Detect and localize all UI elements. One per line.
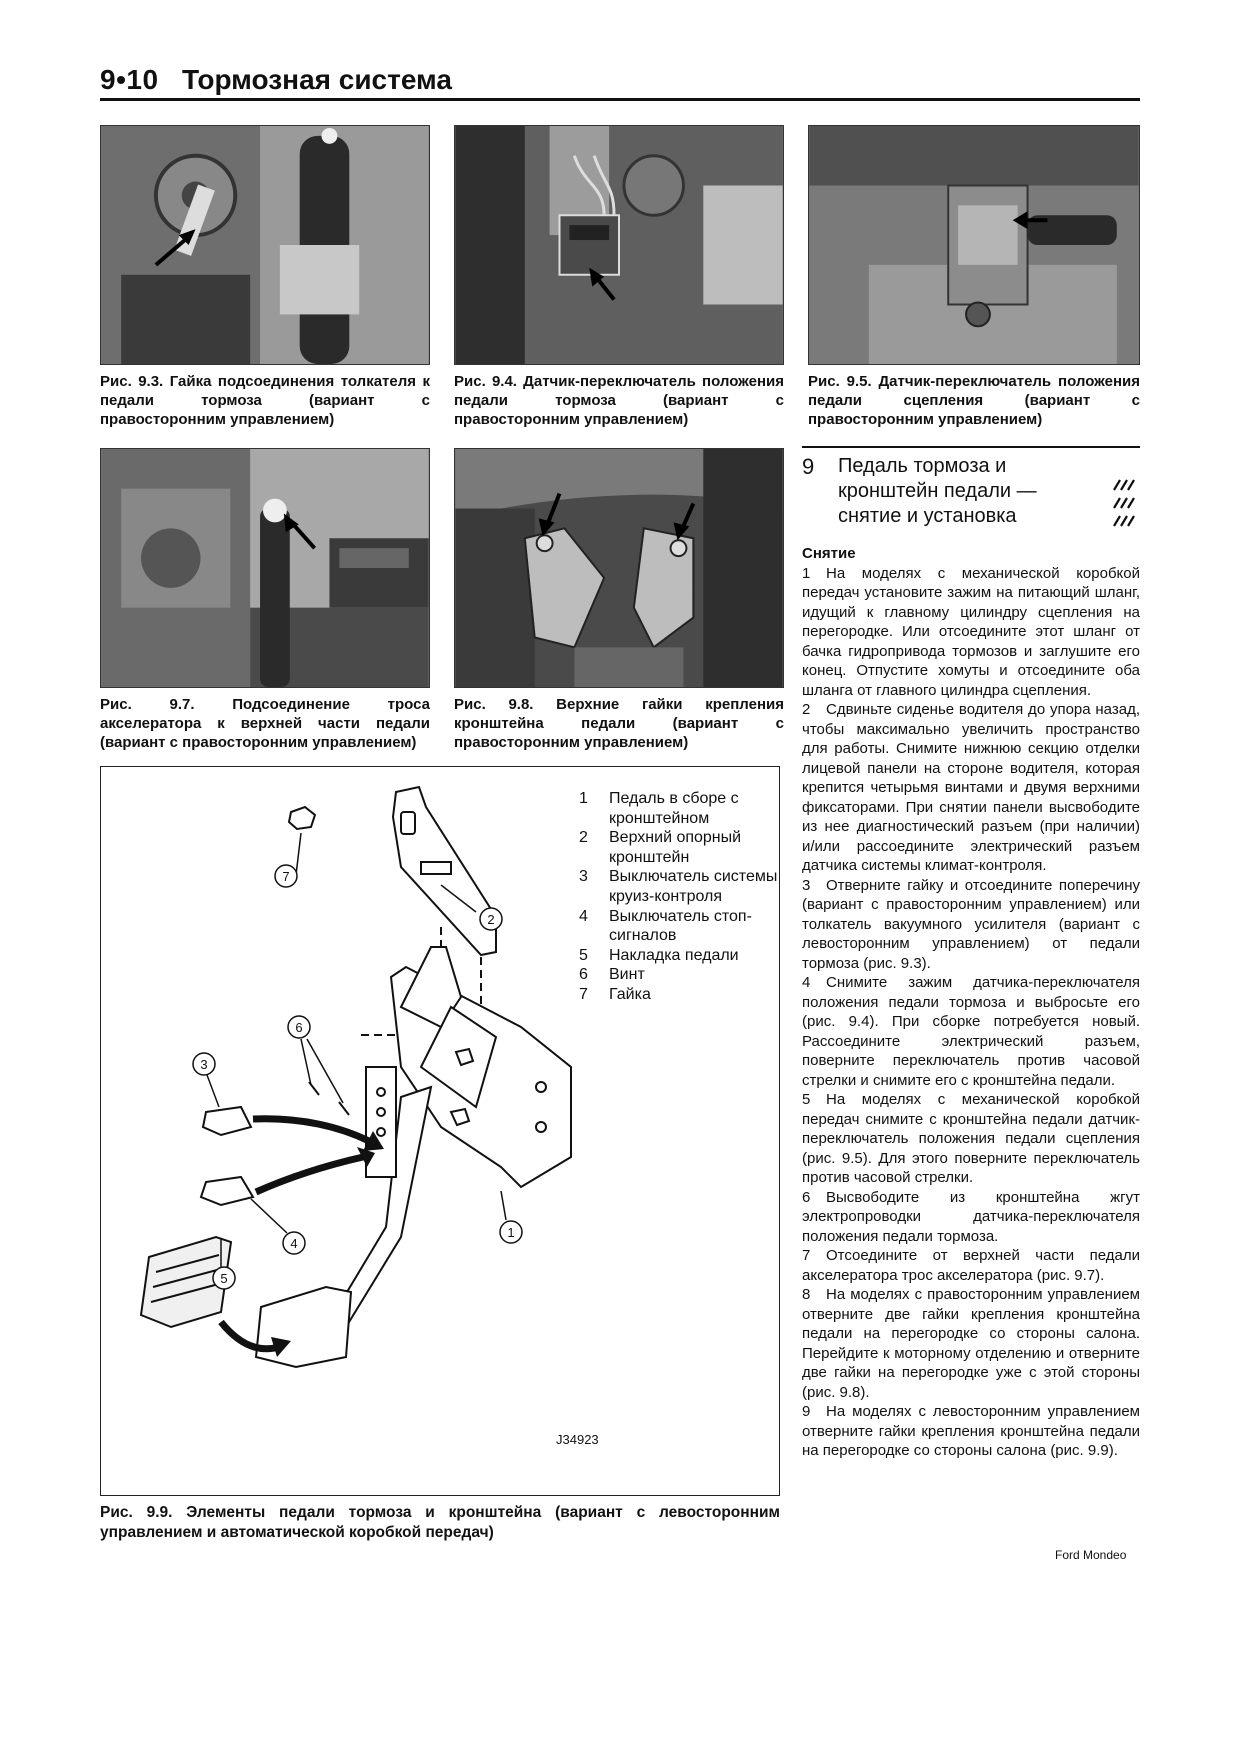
caption-fig-9-4: Рис. 9.4. Датчик-переключатель положения педали тормоза (вариант с правосторонним управлением) (454, 373, 784, 428)
legend-item: 3 Выключатель системы круиз-контроля (579, 868, 778, 905)
callout-label-5: 5 (220, 1271, 228, 1286)
legend-item: 1 Педаль в сборе с кронштейном (579, 790, 739, 827)
page-footer: Ford Mondeo (1055, 1548, 1127, 1562)
photo-fig-9-3 (100, 125, 430, 365)
section-title: Педаль тормоза и кронштейн педали — снятие и установка (838, 455, 1037, 527)
caption-fig-9-3: Рис. 9.3. Гайка подсоединения толкателя к педали тормоза (вариант с правосторонним управлением) (100, 373, 430, 428)
photo-fig-9-7-image (101, 449, 429, 687)
photo-fig-9-7 (100, 448, 430, 688)
legend-item: 2 Верхний опорный кронштейн (579, 829, 742, 866)
chapter-title: Тормозная система (182, 64, 452, 95)
photo-fig-9-5-image (809, 126, 1139, 364)
paragraph: 8 На моделях с правосторонним управлением отверните две гайки крепления кронштейна педали на перегородке со стороны салона. Перейдите к моторному отделению и отверните две гайки на перегородке уже с этой стороны (рис. 9.8). (802, 1286, 1140, 1401)
callout-label-6: 6 (295, 1020, 303, 1035)
subheading-removal: Снятие (802, 545, 856, 562)
caption-fig-9-7: Рис. 9.7. Подсоединение троса акселератора к верхней части педали (вариант с правосторонним управлением) (100, 696, 430, 751)
legend-item: 4 Выключатель стоп-сигналов (579, 907, 752, 945)
callout-label-3: 3 (200, 1057, 208, 1072)
caption-fig-9-5: Рис. 9.5. Датчик-переключатель положения педали сцепления (вариант с правосторонним управлением) (808, 373, 1140, 428)
page-number: 9•10 (100, 64, 159, 95)
callout-label-7: 7 (282, 869, 290, 884)
paragraph: 7 Отсоедините от верхней части педали акселератора трос акселератора (рис. 9.7). (802, 1247, 1140, 1284)
callout-label-2: 2 (487, 912, 495, 927)
paragraph: 6 Высвободите из кронштейна жгут электропроводки датчика-переключателя положения педали тормоза. (802, 1188, 1140, 1245)
paragraph: 3 Отверните гайку и отсоедините поперечину (вариант с правосторонним управлением) или толкатель вакуумного усилителя (вариант с левосторонним управлением) от педали тормоза (рис. 9.3). (802, 876, 1140, 972)
legend-item: 7 Гайка (579, 985, 651, 1003)
caption-fig-9-9: Рис. 9.9. Элементы педали тормоза и кронштейна (вариант с левосторонним управлением и автоматической коробкой передач) (100, 1504, 780, 1541)
diagram-fig-9-9 (100, 766, 780, 1496)
legend-item: 6 Винт (579, 966, 645, 984)
callout-label-4: 4 (290, 1236, 298, 1251)
callout-label-1: 1 (507, 1225, 515, 1240)
header-rule (100, 98, 1140, 101)
photo-fig-9-3-image (101, 126, 429, 364)
page-header (100, 64, 1140, 98)
photo-fig-9-8 (454, 448, 784, 688)
section-rule (802, 446, 1140, 448)
photo-fig-9-4-image (455, 126, 783, 364)
paragraph: 4 Снимите зажим датчика-переключателя положения педали тормоза и выбросьте его (рис. 9.4). При сборке потребуется новый. Рассоедините электрический разъем, поверните переключатель против часовой стрелки и снимите его с кронштейна педали. (802, 974, 1140, 1089)
paragraph: 2 Сдвиньте сиденье водителя до упора назад, чтобы максимально увеличить пространство для работы. Снимите нижнюю секцию отделки лицевой панели на стороне водителя, которая крепится четырьмя винтами и двумя верхними фиксаторами. При снятии панели высвободите из нее диагностический разъем (при наличии) и/или рассоедините электрический разъем датчика системы климат-контроля. (802, 701, 1140, 874)
diagram-reference-code: J34923 (556, 1432, 599, 1447)
diagram-legend (579, 789, 779, 1005)
photo-fig-9-4 (454, 125, 784, 365)
caption-fig-9-8: Рис. 9.8. Верхние гайки крепления кронштейна педали (вариант с правосторонним управлением) (454, 696, 784, 751)
paragraph: 1 На моделях с механической коробкой передач установите зажим на питающий шланг, идущий к главному цилиндру сцепления на перегородке. Или отсоедините этот шланг от бачка гидропривода тормозов и заглушите его конец. Отпустите хомуты и отсоедините оба шланга от главного цилиндра сцепления. (802, 564, 1140, 699)
section-number: 9 (802, 454, 815, 479)
spanners-difficulty-icon (1110, 478, 1138, 528)
paragraph: 9 На моделях с левосторонним управлением отверните гайки крепления кронштейна педали на перегородке со стороны салона (рис. 9.9). (802, 1403, 1140, 1459)
section-body (802, 544, 1140, 1461)
paragraph: 5 На моделях с механической коробкой передач снимите с кронштейна педали датчик-переключатель положения педали сцепления (рис. 9.5). Для этого поверните переключатель против часовой стрелки. (802, 1091, 1140, 1186)
photo-fig-9-8-image (455, 449, 783, 687)
legend-item: 5 Накладка педали (579, 946, 739, 964)
photo-fig-9-5 (808, 125, 1140, 365)
